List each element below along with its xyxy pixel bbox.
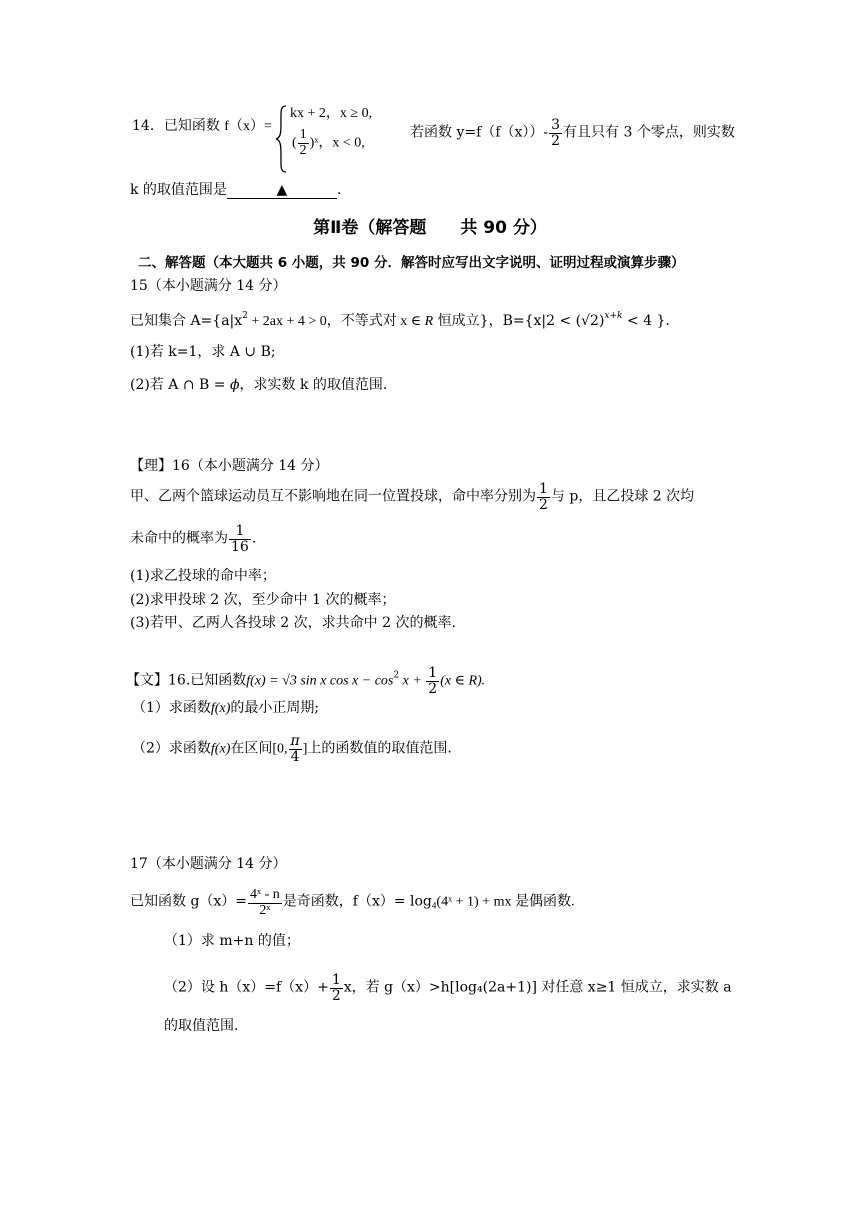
q14-case2-open: ( [292,135,297,151]
q16wen-part1 [132,700,319,718]
q17-part2-cont: 的取值范围. [164,1018,239,1034]
q17-h-den: 2 [331,987,341,1004]
q16wen-p2-int-b: ] [302,741,308,757]
q17-stem-a: 已知函数 g（x）= [130,893,248,910]
q17-h-num: 1 [331,972,341,988]
q16wen-part2 [132,734,452,764]
q14-line2-end: . [336,182,342,199]
q14-brace [275,104,289,174]
q14-frac-den: 2 [551,132,561,149]
q16li-stem1 [130,482,694,512]
q16wen-pi-frac [289,734,302,764]
q15-stem-c: < 4 }. [622,313,670,329]
q16wen-p1-b: 的最小正周期; [230,700,320,716]
q16li-stem-a: 甲、乙两个篮球运动员互不影响地在同一位置投球，命中率分别为 [130,488,536,505]
q14-case2 [292,128,365,158]
q16li-part3: (3)若甲、乙两人各投球 2 次，求共命中 2 次的概率. [130,615,456,631]
q16wen-func-a: f(x) = √3 sin x cos x − cos [246,673,394,689]
q17-g-num: 4ˣ - n [250,887,280,902]
q14-line2 [130,182,341,199]
answer-blank[interactable] [227,182,337,199]
q16wen-pi-num: π [290,733,300,749]
q16wen-p2-b: 在区间 [230,740,273,757]
q16wen-func-c: (x ∈ R). [440,673,486,689]
q16wen-p2-f: f(x) [210,741,231,757]
q15-p2-phi: ϕ [229,377,240,393]
q14-fx: f（x）= [224,119,272,134]
q15-stem: 已知集合 $A=\{a|x^2 + 2ax + 4 > 0$，不等式对 x ∈ R 恒成立}，$B=\{x|2 < (√2)^{x+k} < 4$ }. [130,311,670,329]
q14-line1-tail [410,118,735,148]
q16li-part2: (2)求甲投球 2 次，至少命中 1 次的概率； [130,592,396,608]
q16wen-stem [126,666,485,696]
q16wen-p2-c: 上的函数值的取值范围. [307,740,452,757]
q16li-stem-c: 未命中的概率为 [130,530,228,547]
q16li-frac1 [537,482,550,512]
q17-stem [130,888,574,918]
q16wen-p2-a: （2）求函数 [132,740,211,757]
part2-title: 第Ⅱ卷（解答题 共 90 分） [313,218,547,238]
q15-stem-exp: x+k [604,311,623,321]
q16wen-pi-den: 4 [289,749,302,765]
q14-frac-num: 3 [551,117,561,133]
q16wen-p1-a: （1）求函数 [132,700,211,716]
q14-lead: 14．已知函数 [132,118,220,134]
q15-head: 15（本小题满分 14 分） [130,278,287,294]
q14-line2-pre: k 的取值范围是 [130,182,227,199]
q15-stem-b: 恒成立}，B={x|2 < (√2) [433,313,605,329]
q15-part1: (1)若 k=1，求 A ∪ B; [130,344,276,360]
q17-g-den: 2ˣ [248,903,282,919]
q14-case1: kx + 2，x ≥ 0, [290,106,373,121]
q16wen-p1-f: f(x) [210,701,231,716]
q17-part1: （1）求 m+n 的值； [164,933,300,949]
triangle-icon: ▲ [276,182,288,198]
q14-frac [549,118,562,148]
q14-tail: 有且只有 3 个零点，则实数 [563,124,735,141]
q17-stem-c: (4ˣ + 1) + mx 是偶函数. [436,894,575,910]
q16wen-frac [426,666,439,696]
q14-line1 [132,118,272,136]
q16li-head: 【理】16（本小题满分 14 分） [130,458,329,474]
q16wen-func-sup: 2 [393,670,400,681]
q16wen-f-den: 2 [428,680,438,697]
q16li-f2-num: 1 [235,523,245,539]
q17-p2-a: （2）设 h（x）=f（x）+ [164,979,329,996]
q16li-f2-den: 16 [231,538,249,555]
q16wen-func-b: x + [399,673,426,689]
q16li-stem-d: . [251,530,257,547]
q17-head: 17（本小题满分 14 分） [130,856,287,872]
q14-case2-num: 1 [299,127,307,142]
q16li-stem-b: 与 p，且乙投球 2 次均 [550,488,695,505]
q16li-stem2 [130,524,256,554]
q16li-frac2 [229,524,251,554]
q16wen-f-num: 1 [428,665,438,681]
q14-mid: 若函数 y=f（f（x））- [410,124,549,141]
q14-case2-den: 2 [299,142,307,158]
q17-p2-b: x，若 g（x）>h[log₄(2a+1)] 对任意 x≥1 恒成立，求实数 a [343,979,732,996]
q15-part2 [130,377,387,394]
q15-stem-a: 已知集合 A={a|x [130,313,243,329]
q15-p2-a: (2)若 A ∩ B = [130,377,230,393]
q17-log-base: 4 [431,900,437,911]
q15-p2-b: ，求实数 k 的取值范围. [239,377,388,393]
q16li-f1-num: 1 [539,481,548,497]
q15-stem-r: R [424,314,434,329]
q16wen-lead: 【文】16.已知函数 [126,672,247,689]
q16li-f1-den: 2 [539,496,548,513]
q16li-part1: (1)求乙投球的命中率； [130,568,276,584]
part2-header: 二、解答题（本大题共 6 小题，共 90 分．解答时应写出文字说明、证明过程或演算步骤） [138,255,685,271]
q14-case2-frac [298,128,309,158]
q14-case2-rest: )ˣ，x < 0, [309,135,365,151]
q15-stem-a2: + 2ax + 4 > 0，不等式对 x ∈ [247,314,425,329]
q16wen-p2-int-a: [0, [272,741,288,757]
q17-stem-b: 是奇函数，f（x）= log [282,893,432,910]
q17-g-frac [248,888,282,918]
q17-part2 [164,973,732,1003]
q17-h-frac [330,973,343,1003]
